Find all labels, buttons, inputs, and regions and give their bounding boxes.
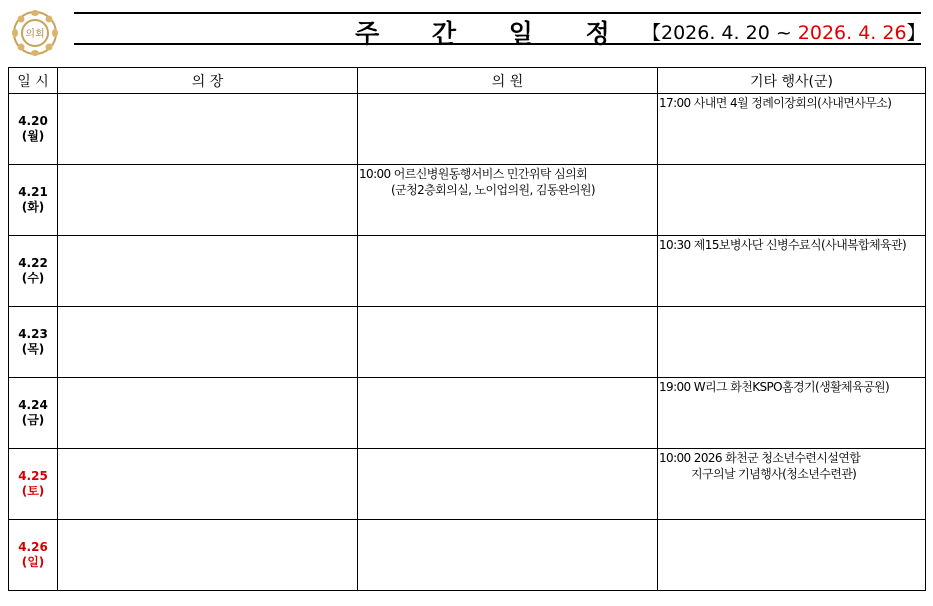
weekday-label: (수) xyxy=(21,271,45,285)
chair-event xyxy=(58,307,357,308)
chair-event xyxy=(58,449,357,450)
other-cell xyxy=(658,236,926,307)
table-row xyxy=(9,307,926,378)
member-event-line1: 10:00 어르신병원동행서비스 민간위탁 심의회 xyxy=(359,167,588,181)
date-label: 4.21 xyxy=(18,185,48,199)
member-event xyxy=(358,449,657,450)
member-event xyxy=(358,307,657,308)
other-event-line1: 17:00 사내면 4월 정례이장회의(사내면사무소) xyxy=(659,96,892,110)
column-header-date: 일 시 xyxy=(9,68,58,94)
table-row xyxy=(9,378,926,449)
emblem-text: 의회 xyxy=(25,29,45,40)
date-cell xyxy=(9,520,58,591)
chair-cell xyxy=(58,307,358,378)
date-range-close: 】 xyxy=(906,22,926,44)
chair-cell xyxy=(58,449,358,520)
date-range-start: 【2026. 4. 20 ~ xyxy=(642,22,798,44)
column-header-member: 의 원 xyxy=(358,68,658,94)
other-event xyxy=(658,236,925,253)
other-event xyxy=(658,520,925,521)
other-cell xyxy=(658,307,926,378)
table-row xyxy=(9,94,926,165)
other-event-line2: 지구의날 기념행사(청소년수련관) xyxy=(691,467,857,481)
weekday-label: (금) xyxy=(21,413,45,427)
date-label: 4.25 xyxy=(18,469,48,483)
date-label: 4.23 xyxy=(18,327,48,341)
chair-cell xyxy=(58,165,358,236)
member-cell xyxy=(358,165,658,236)
column-header-chair: 의 장 xyxy=(58,68,358,94)
chair-event xyxy=(58,520,357,521)
other-cell xyxy=(658,378,926,449)
other-event xyxy=(658,378,925,395)
other-event-line1: 10:30 제15보병사단 신병수료식(사내복합체육관) xyxy=(659,238,907,252)
other-event xyxy=(658,449,925,482)
member-cell xyxy=(358,307,658,378)
member-cell xyxy=(358,94,658,165)
table-row xyxy=(9,449,926,520)
date-cell xyxy=(9,449,58,520)
table-header-row xyxy=(9,68,926,94)
date-cell xyxy=(9,236,58,307)
chair-cell xyxy=(58,236,358,307)
member-cell xyxy=(358,378,658,449)
chair-event xyxy=(58,378,357,379)
chair-cell xyxy=(58,520,358,591)
date-cell xyxy=(9,165,58,236)
member-event-line2: (군청2층회의실, 노이업의원, 김동완의원) xyxy=(391,183,595,197)
member-event xyxy=(358,520,657,521)
date-cell xyxy=(9,307,58,378)
other-event-line1: 19:00 W리그 화천KSPO홈경기(생활체육공원) xyxy=(659,380,890,394)
table-row xyxy=(9,165,926,236)
date-cell xyxy=(9,378,58,449)
weekly-schedule-table xyxy=(8,67,926,591)
other-cell xyxy=(658,520,926,591)
date-label: 4.22 xyxy=(18,256,48,270)
date-cell xyxy=(9,94,58,165)
weekday-label: (목) xyxy=(21,342,45,356)
other-event xyxy=(658,165,925,166)
chair-cell xyxy=(58,94,358,165)
member-cell xyxy=(358,520,658,591)
member-event xyxy=(358,94,657,95)
column-header-other: 기타 행사(군) xyxy=(658,68,926,94)
page-title: 주 간 일 정 xyxy=(355,19,632,48)
member-cell xyxy=(358,236,658,307)
chair-event xyxy=(58,236,357,237)
date-range xyxy=(642,18,926,45)
table-row xyxy=(9,236,926,307)
chair-event xyxy=(58,94,357,95)
date-label: 4.20 xyxy=(18,114,48,128)
other-event-line1: 10:00 2026 화천군 청소년수련시설연합 xyxy=(659,451,861,465)
date-label: 4.26 xyxy=(18,540,48,554)
other-event xyxy=(658,307,925,308)
other-cell xyxy=(658,165,926,236)
member-event xyxy=(358,165,657,198)
other-cell xyxy=(658,94,926,165)
member-event xyxy=(358,378,657,379)
weekday-label: (토) xyxy=(21,484,45,498)
weekday-label: (일) xyxy=(21,555,45,569)
other-cell xyxy=(658,449,926,520)
weekday-label: (월) xyxy=(21,129,45,143)
weekday-label: (화) xyxy=(21,200,45,214)
chair-cell xyxy=(58,378,358,449)
member-cell xyxy=(358,449,658,520)
council-emblem-logo xyxy=(6,8,64,58)
member-event xyxy=(358,236,657,237)
table-row xyxy=(9,520,926,591)
date-label: 4.24 xyxy=(18,398,48,412)
other-event xyxy=(658,94,925,111)
date-range-end: 2026. 4. 26 xyxy=(797,22,907,44)
chair-event xyxy=(58,165,357,166)
